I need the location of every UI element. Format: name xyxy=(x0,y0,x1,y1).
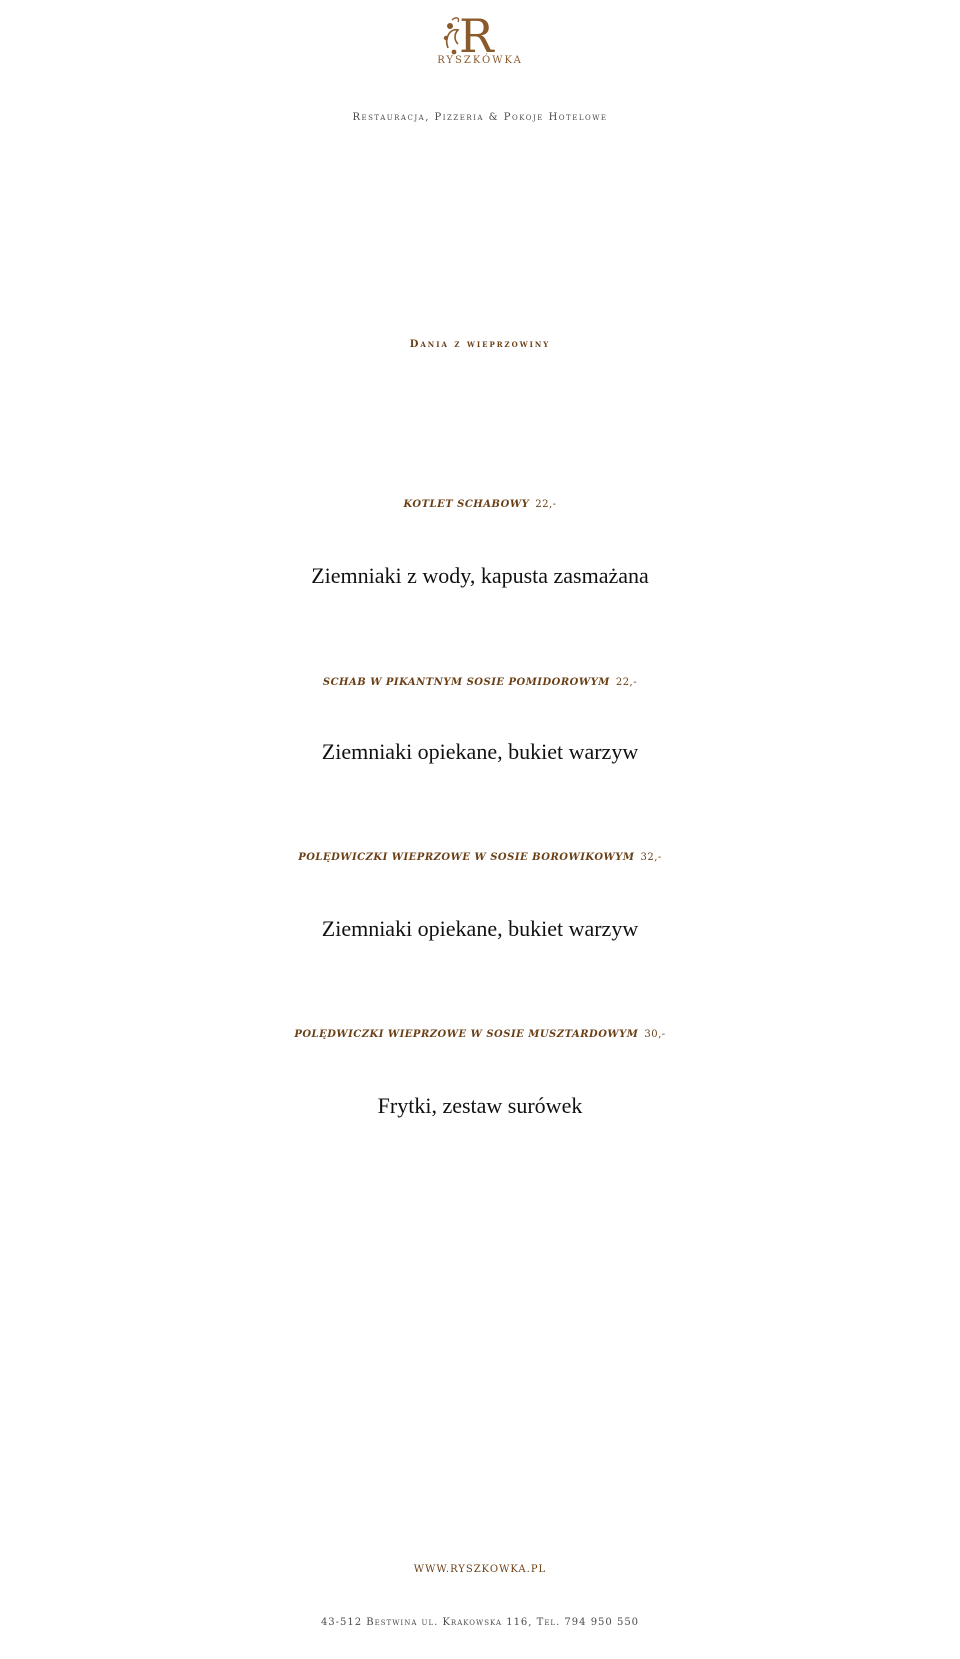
dish-description: Frytki, zestaw surówek xyxy=(377,1093,583,1118)
dish-price: 22,- xyxy=(535,499,557,510)
dish-description: Ziemniaki opiekane, bukiet warzyw xyxy=(321,916,639,941)
dish-title: SCHAB W PIKANTNYM SOSIE POMIDOROWYM xyxy=(322,677,610,688)
dish-name xyxy=(0,678,960,688)
dish-name xyxy=(0,1030,960,1040)
website-link[interactable]: WWW.RYSZKOWKA.PL xyxy=(413,1564,547,1575)
logo-r-icon xyxy=(440,8,500,60)
dish-description: Ziemniaki z wody, kapusta zasmażana xyxy=(311,563,649,588)
logo-letter: R xyxy=(459,9,494,60)
dish-title: KOTLET SCHABOWY xyxy=(403,499,530,510)
dish-description: Ziemniaki opiekane, bukiet warzyw xyxy=(321,739,639,764)
footer-address: 43-512 Bestwina ul. Krakowska 116, Tel. 794 950 550 xyxy=(320,1617,640,1628)
dish-title: POLĘDWICZKI WIEPRZOWE W SOSIE MUSZTARDOWYM xyxy=(294,1029,639,1040)
dish-name xyxy=(0,853,960,863)
dish-name xyxy=(0,500,960,510)
logo-monogram xyxy=(440,8,500,60)
dish-price: 30,- xyxy=(644,1029,666,1040)
dish-price: 22,- xyxy=(615,677,638,688)
section-title: Dania z wieprzowiny xyxy=(409,339,551,350)
dish-price: 32,- xyxy=(640,852,662,863)
brand-tagline: Restauracja, Pizzeria & Pokoje Hotelowe xyxy=(352,112,608,123)
dish-title: POLĘDWICZKI WIEPRZOWE W SOSIE BOROWIKOWYM xyxy=(298,852,635,863)
brand-name: RYSZKÓWKA xyxy=(437,55,523,66)
